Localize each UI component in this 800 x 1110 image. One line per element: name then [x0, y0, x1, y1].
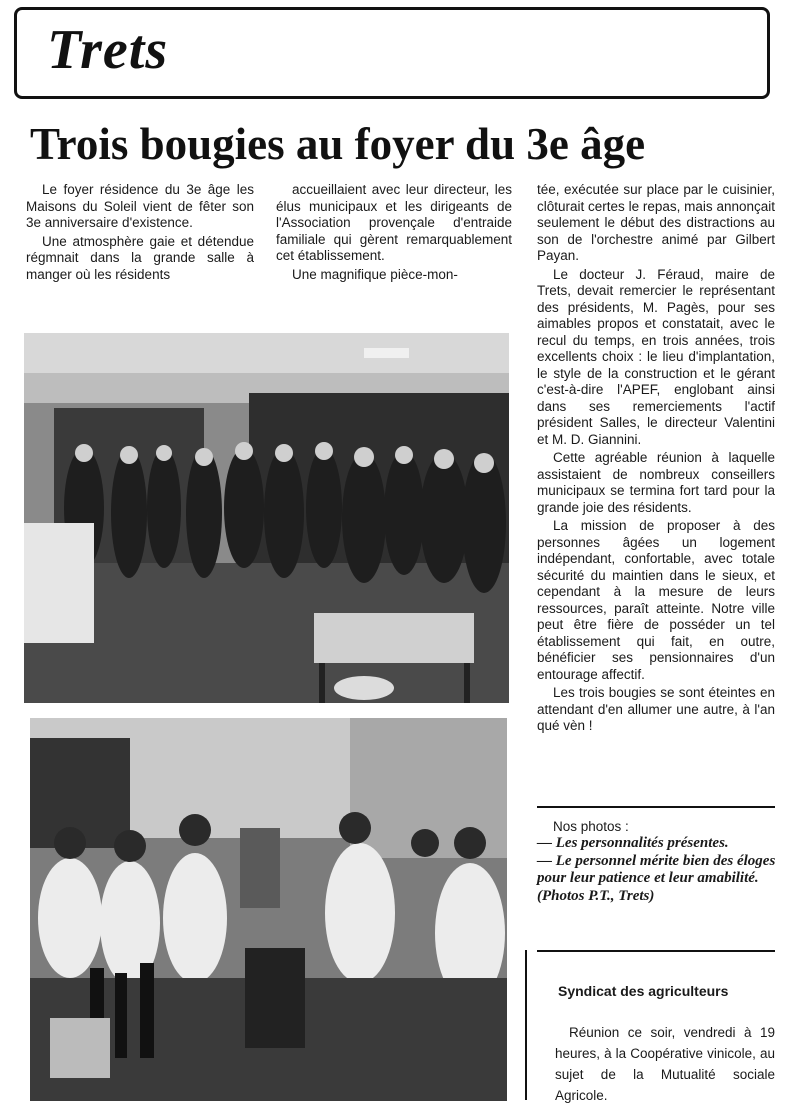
- paragraph: Les trois bougies se sont éteintes en attendant d'en allumer une autre, à l'an qué vèn !: [537, 685, 775, 733]
- paragraph: La mission de proposer à des personnes âgées un logement indépendant, confortable, avec totale sécurité du maintien dans le sieux, et cependant à la mesure de leurs ressources, paraît atteinte. Notre ville peut être fière de posséder un tel établissement qui fait, en outre, bénéficier ses pensionnaires d'un entourage affectif.: [537, 518, 775, 682]
- section-title: Trets: [47, 19, 169, 81]
- sidebox-top-rule: [537, 950, 775, 952]
- captions-intro: Nos photos :: [553, 819, 629, 834]
- photo-personalities: [24, 333, 509, 703]
- column-divider: [537, 806, 775, 808]
- article-headline: Trois bougies au foyer du 3e âge: [30, 119, 646, 169]
- paragraph: Cette agréable réunion à laquelle assistaient de nombreux conseillers municipaux se termina fort tard pour la grande joie des résidents.: [537, 450, 775, 515]
- paragraph: Le docteur J. Féraud, maire de Trets, devait remercier le représentant des présidents, M. Pagès, pour ses aimables propos et constatait, avec le recul du temps, en trois années, trois excellents choix : le lieu d'implantation, le style de la construction et le gérant c'est-à-dire l'APEF, englobant ainsi dans ses remerciements l'actif président Salles, le directeur Valentini et M. D. Giannini.: [537, 266, 775, 447]
- photo-staff: [30, 718, 507, 1101]
- caption-2: — Le personnel mérite bien des éloges pour leur patience et leur amabilité. (Photos P.T., Trets): [537, 852, 776, 904]
- article-column-2: [276, 182, 512, 283]
- section-header-box: [14, 7, 770, 99]
- caption-1: — Les personnalités présentes.: [537, 835, 729, 851]
- paragraph: accueillaient avec leur directeur, les élus municipaux et les dirigeants de l'Association provençale d'entraide familiale qui gèrent remarquablement cet établissement.: [276, 182, 512, 263]
- paragraph: Une atmosphère gaie et détendue régmnait dans la grande salle à manger où les résidents: [26, 233, 254, 282]
- paragraph: Le foyer résidence du 3e âge les Maisons du Soleil vient de fêter son 3e anniversaire d'existence.: [26, 182, 254, 230]
- paragraph-continued: tée, exécutée sur place par le cuisinier, clôturait certes le repas, mais annonçait seulement le début des distractions au son de l'orchestre animé par Gilbert Payan.: [537, 182, 775, 263]
- article-column-1: [26, 182, 254, 283]
- article-column-3: [537, 182, 775, 735]
- sidebox-title: Syndicat des agriculteurs: [558, 983, 729, 999]
- sidebox-left-rule: [525, 950, 527, 1100]
- paragraph: Une magnifique pièce-mon-: [292, 266, 458, 282]
- photo-captions: [537, 818, 777, 905]
- sidebox-text: Réunion ce soir, vendredi à 19 heures, à la Coopérative vinicole, au sujet de la Mutualité sociale Agricole.: [555, 1025, 775, 1103]
